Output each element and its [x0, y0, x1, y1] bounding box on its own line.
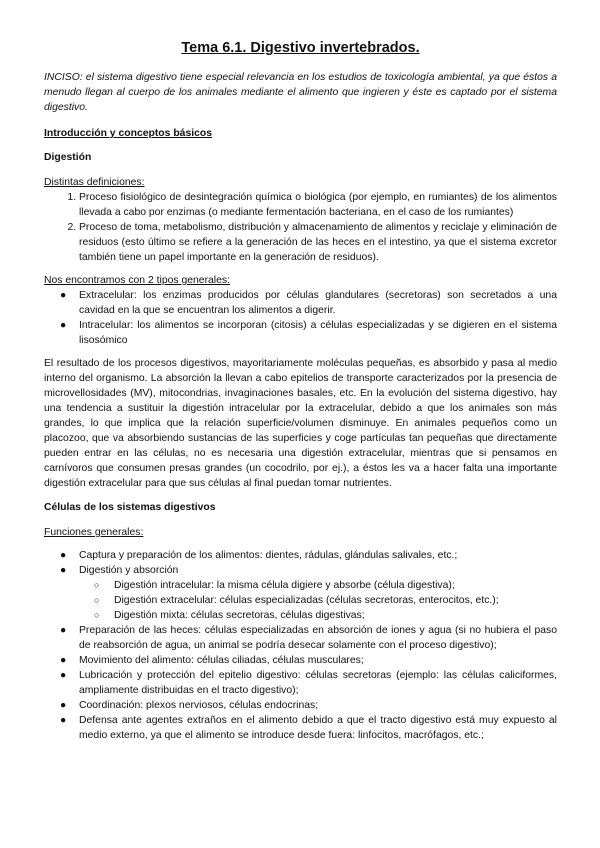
- bullet-icon: ●: [60, 715, 67, 726]
- function-item: ● Digestión y absorción ○ Digestión intracelular: la misma célula digiere y absorbe (célula digestiva); ○ Digestión extracelular: células especializadas (células secretoras, enterocitos, etc.); ○ Digestión mixta: células secretoras, células digestivas;: [44, 563, 557, 623]
- result-paragraph: El resultado de los procesos digestivos, mayoritariamente moléculas pequeñas, es absorbido y pasa al medio interno del organismo. La absorción la llevan a cabo epitelios de transporte caracterizados por la presencia de microvellosidades (MV), mitocondrias, invaginaciones basales, etc. En la evolución del sistema digestivo, hay una tendencia a sustituir la digestión intracelular por la extracelular, debido a que los animales son más grandes, lo que implica que la relación superficie/volumen disminuye. En animales pequeños como un placozoo, que va absorbiendo sustancias de las superficies y coge partículas tan pequeñas que directamente pueden entrar en las células, no es necesaria una digestión extracelular, mientras que si pensamos en carnívoros que consumen presas grandes (un cocodrilo, por ej.), a éstos les va a hacer falta una importante digestión extracelular para que sus células al final puedan tomar nutrientes.: [44, 358, 557, 489]
- functions-lead: Funciones generales:: [44, 527, 144, 538]
- types-list: [44, 288, 557, 348]
- function-item: ● Coordinación: plexos nerviosos, células endocrinas;: [60, 700, 319, 711]
- function-item: ● Preparación de las heces: células especializadas en absorción de iones y agua (si no hubiera el paso de reabsorción de agua, un animal se podría desecar solamente con el proceso digestivo);: [60, 625, 557, 651]
- sub-item: ○ Digestión intracelular: la misma célula digiere y absorbe (célula digestiva);: [94, 580, 455, 591]
- cells-heading: Células de los sistemas digestivos: [44, 502, 216, 513]
- bullet-icon: ●: [60, 320, 67, 331]
- type-item: ● Intracelular: los alimentos se incorporan (citosis) a células especializadas y se digieren en el sistema lisosómico: [60, 320, 557, 346]
- definitions-list: [44, 190, 557, 265]
- functions-list: [44, 548, 557, 743]
- function-item: ● Captura y preparación de los alimentos: dientes, rádulas, glándulas salivales, etc.;: [60, 550, 458, 561]
- bullet-icon: ●: [60, 550, 67, 561]
- document-page: [44, 40, 557, 751]
- sub-item: ○ Digestión mixta: células secretoras, células digestivas;: [94, 610, 365, 621]
- type-item: ● Extracelular: los enzimas producidos por células glandulares (secretoras) son secretados a una cavidad en la que se encuentran los alimentos a digerir.: [60, 290, 557, 316]
- intro-heading: Introducción y conceptos básicos: [44, 128, 213, 139]
- document-title: Tema 6.1. Digestivo invertebrados.: [181, 40, 420, 56]
- digestion-heading: Digestión: [44, 152, 92, 163]
- circle-bullet-icon: ○: [94, 595, 100, 605]
- types-lead: Nos encontramos con 2 tipos generales:: [44, 275, 230, 286]
- circle-bullet-icon: ○: [94, 610, 100, 620]
- function-item: ● Defensa ante agentes extraños en el alimento debido a que el tracto digestivo está muy expuesto al medio externo, ya que el alimento se introduce desde fuera: linfocitos, macrófagos, etc.;: [60, 715, 557, 741]
- function-item: ● Movimiento del alimento: células ciliadas, células musculares;: [60, 655, 364, 666]
- definitions-lead: Distintas definiciones:: [44, 177, 145, 188]
- bullet-icon: ●: [60, 655, 67, 666]
- sub-item: ○ Digestión extracelular: células especializadas (células secretoras, enterocitos, etc.);: [94, 595, 499, 606]
- definition-item: 1. Proceso fisiológico de desintegración química o biológica (por ejemplo, en rumiantes) de los alimentos llevada a cabo por enzimas (o mediante fermentación bacteriana, en el caso de los rumiantes): [79, 190, 557, 220]
- circle-bullet-icon: ○: [94, 580, 100, 590]
- function-item: ● Lubricación y protección del epitelio digestivo: células secretoras (ejemplo: las células caliciformes, ampliamente distribuidas en el tracto digestivo);: [60, 670, 557, 696]
- bullet-icon: ●: [60, 290, 67, 301]
- bullet-icon: ●: [60, 700, 67, 711]
- digestion-sublist: [79, 578, 557, 623]
- bullet-icon: ●: [60, 565, 67, 576]
- definition-item: 2. Proceso de toma, metabolismo, distribución y almacenamiento de alimentos y reciclaje y eliminación de residuos (esto último se refiere a la generación de las heces en el intestino, ya que el sistema excretor también tiene un papel importante en la generación de residuos).: [79, 220, 557, 265]
- bullet-icon: ●: [60, 670, 67, 681]
- inciso-note: INCISO: el sistema digestivo tiene especial relevancia en los estudios de toxicología ambiental, ya que éstos a menudo llegan al cuerpo de los animales mediante el alimento que ingieren y éste es captado por el sistema digestivo.: [44, 72, 557, 113]
- bullet-icon: ●: [60, 625, 67, 636]
